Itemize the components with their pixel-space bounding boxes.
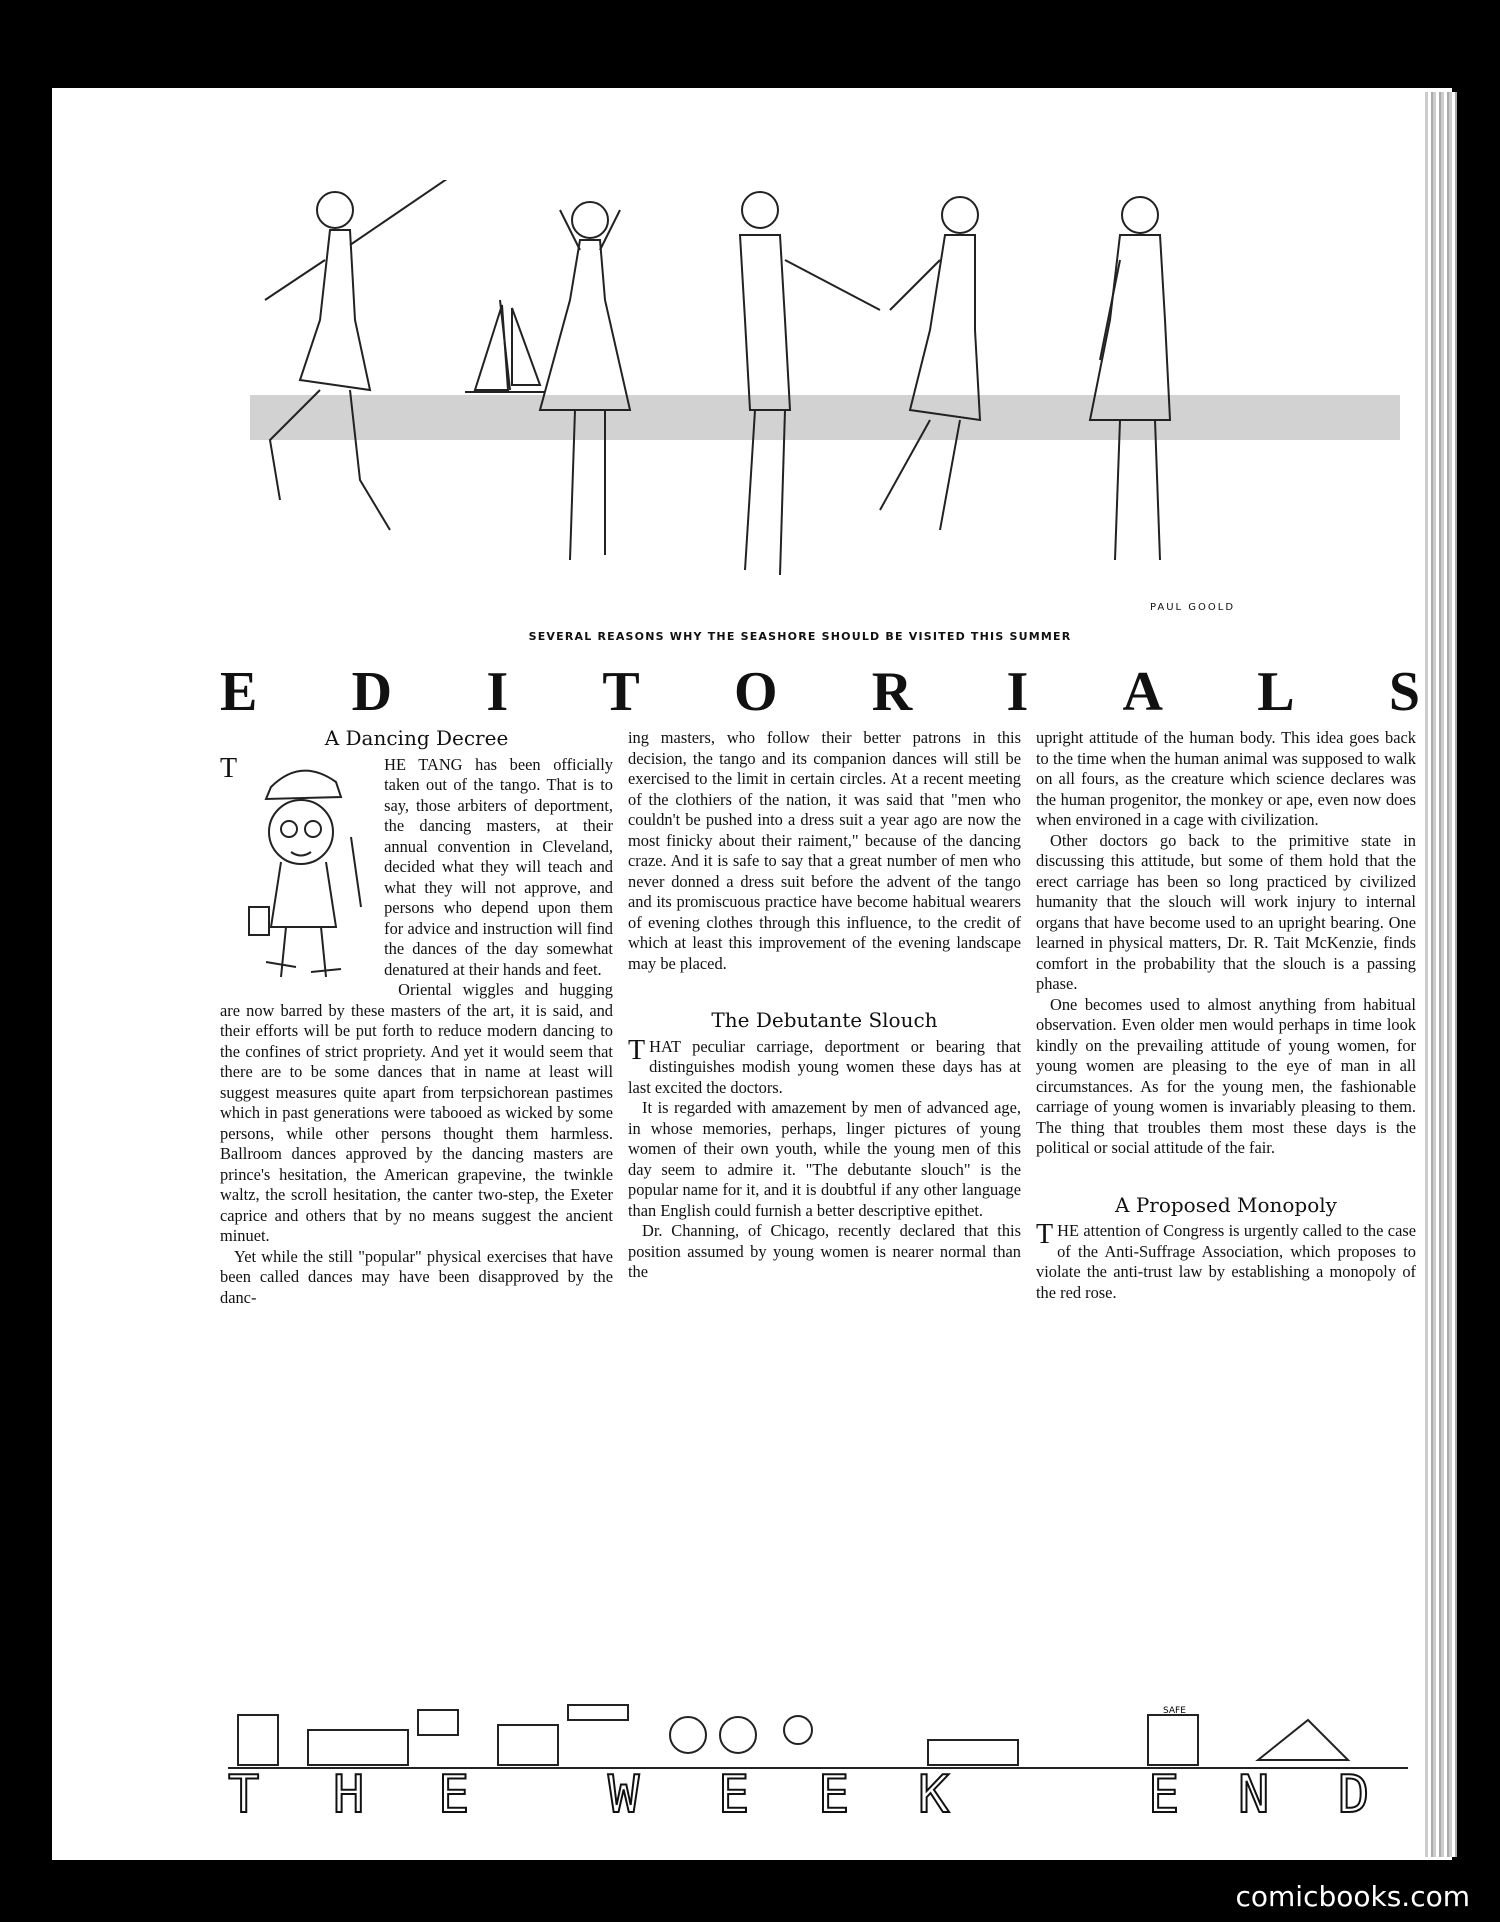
masthead-letter: I [486, 661, 509, 723]
seashore-illustration [240, 180, 1420, 605]
banner-letter: K [918, 1765, 950, 1820]
safe-label: SAFE [1163, 1706, 1186, 1716]
dancer-figure-2 [540, 202, 630, 560]
illustration-caption: SEVERAL REASONS WHY THE SEASHORE SHOULD BE VISITED THIS SUMMER [528, 630, 1072, 643]
masthead-letter: R [871, 661, 913, 723]
cash-register-icon [498, 1725, 558, 1765]
article-paragraph: It is regarded with amazement by men of advanced age, in whose memories, perhaps, linger pictures of young women of their own youth, while the young men of this day seem to admire it. "The debutante slouch" is the popular name for it, and it is doubtful if any other language than English could furnish a better descriptive epithet. [628, 1098, 1021, 1220]
banner-letter: E [1148, 1765, 1180, 1820]
article-paragraph: THE attention of Congress is urgently called to the case of the Anti-Suffrage Association, which proposes to violate the anti-trust law by establishing a monopoly of the red rose. [1036, 1219, 1416, 1302]
banner-letter: E [718, 1765, 750, 1820]
drop-cap: T [220, 752, 238, 784]
page-edge [1425, 92, 1457, 1857]
column-3 [1036, 728, 1416, 1303]
editorials-masthead [220, 660, 1420, 724]
cartoon-face-icon [784, 1716, 812, 1744]
article-paragraph: upright attitude of the human body. This idea goes back to the time when the human animal was supposed to walk on all fours, as the creature which science declares was the human progenitor, the monkey or ape, even now does when environed in a cage with civilization. [1036, 728, 1416, 829]
masthead-letter: T [602, 661, 640, 723]
safe-icon [1148, 1715, 1198, 1765]
watermark: comicbooks.com [1235, 1880, 1470, 1913]
drop-cap: T [628, 1034, 646, 1066]
banner-letter: H [333, 1765, 365, 1820]
column-2 [628, 728, 1021, 1283]
banner-letter: T [228, 1765, 260, 1820]
masthead-letter: A [1122, 661, 1163, 723]
article-paragraph: T HE TANG has been officially taken out of the tango. That is to say, those arbiters of deportment, the dancing masters, at their annual convention in Cleveland, decided what they will teach and what they will not approve, and persons who depend upon them for advice and instruction will find the dances of the day somewhat denatured at their hands and feet. [220, 755, 613, 981]
article-title: A Proposed Monopoly [1115, 1192, 1337, 1217]
banner-letter: D [1338, 1765, 1370, 1820]
article-title: A Dancing Decree [324, 726, 509, 750]
masthead-letter: E [220, 661, 258, 723]
picture-frame-icon [418, 1710, 458, 1735]
desk-icon [308, 1730, 408, 1765]
banner-letter: E [438, 1765, 470, 1820]
dancer-figure-3 [740, 192, 880, 575]
drop-cap: T [1036, 1219, 1054, 1250]
dancer-figure-5 [1090, 197, 1170, 560]
article-title: The Debutante Slouch [711, 1008, 938, 1032]
masthead-letter: D [351, 661, 393, 723]
debris-pile-icon [1258, 1720, 1348, 1760]
article-paragraph: Other doctors go back to the primitive state in discussing this attitude, but some of them hold that the erect carriage has been so long practiced by civilized humanity that the slouch will work injury to internal organs that have become used to an upright bearing. One learned in physical matters, Dr. R. Tait McKenzie, finds comfort in the probability that the slouch is a passing phase. [1036, 830, 1416, 993]
sailboat-icon [465, 300, 545, 392]
masthead-letter: I [1006, 661, 1029, 723]
artist-signature: PAUL GOOLD [1150, 602, 1236, 613]
article-paragraph: One becomes used to almost anything from habitual observation. Even older men would perhaps in time look kindly on the prevailing attitude of young women, for young women are pleasing to the eye of man in all circumstances. As for the young men, the fashionable carriage of young women is invariably pleasing to them. The thing that troubles them most these days is the political or social attitude of the fair. [1036, 994, 1416, 1157]
masthead-letter: S [1388, 661, 1420, 723]
masthead-letter: L [1257, 661, 1295, 723]
dancer-figure-4 [880, 197, 980, 530]
article-paragraph: ing masters, who follow their better patrons in this decision, the tango and its companion dances will still be exercised to the limit in certain circles. At a recent meeting of the clothiers of the nation, it was said that "men who couldn't be pushed into a dress suit a year ago are now the most finicky about their raiment," because of the dancing craze. And it is safe to say that a great number of men who never donned a dress suit before the advent of the tango and its promiscuous practice have become habitual wearers of evening clothes through this influence, to the credit of which at least this improvement of the evening landscape may be placed. [628, 728, 1021, 973]
banner-letter: E [818, 1765, 850, 1820]
masthead-letter: O [733, 661, 778, 723]
dancing-master-cartoon [241, 757, 376, 987]
cartoon-face-icon [670, 1717, 706, 1753]
sea-band [250, 395, 1400, 440]
banner-letter: W [608, 1765, 640, 1820]
dancer-figure-1 [265, 180, 460, 530]
the-week-end-banner [228, 1700, 1408, 1820]
article-paragraph: Oriental wiggles and hugging are now barred by these masters of the art, it is said, and their efforts will be put forth to reduce modern dancing to the confines of strict propriety. And yet it would seem that there are to be some dances that in name at least will suggest measures quite apart from terpsichorean pastimes which in past generations were tabooed as wicked by some persons, while other persons thought them harmless. Ballroom dances approved by the dancing masters are prince's hesitation, the American grapevine, the twinkle waltz, the scroll hesitation, the canter two-step, the Exeter caprice and others that by no means suggest the ancient minuet. [220, 980, 613, 1245]
bookshelf-icon [568, 1705, 628, 1720]
cartoon-face-icon [720, 1717, 756, 1753]
banner-letter: N [1238, 1765, 1270, 1820]
stove-icon [238, 1715, 278, 1765]
column-1 [220, 728, 613, 1308]
article-paragraph: Dr. Channing, of Chicago, recently declared that this position assumed by young women is nearer normal than the [628, 1221, 1021, 1281]
article-paragraph: Yet while the still "popular" physical exercises that have been called dances may have been disapproved by the danc- [220, 1246, 613, 1307]
article-paragraph: THAT peculiar carriage, deportment or bearing that distinguishes modish young women these days has at last excited the doctors. [628, 1034, 1021, 1097]
table-icon [928, 1740, 1018, 1765]
